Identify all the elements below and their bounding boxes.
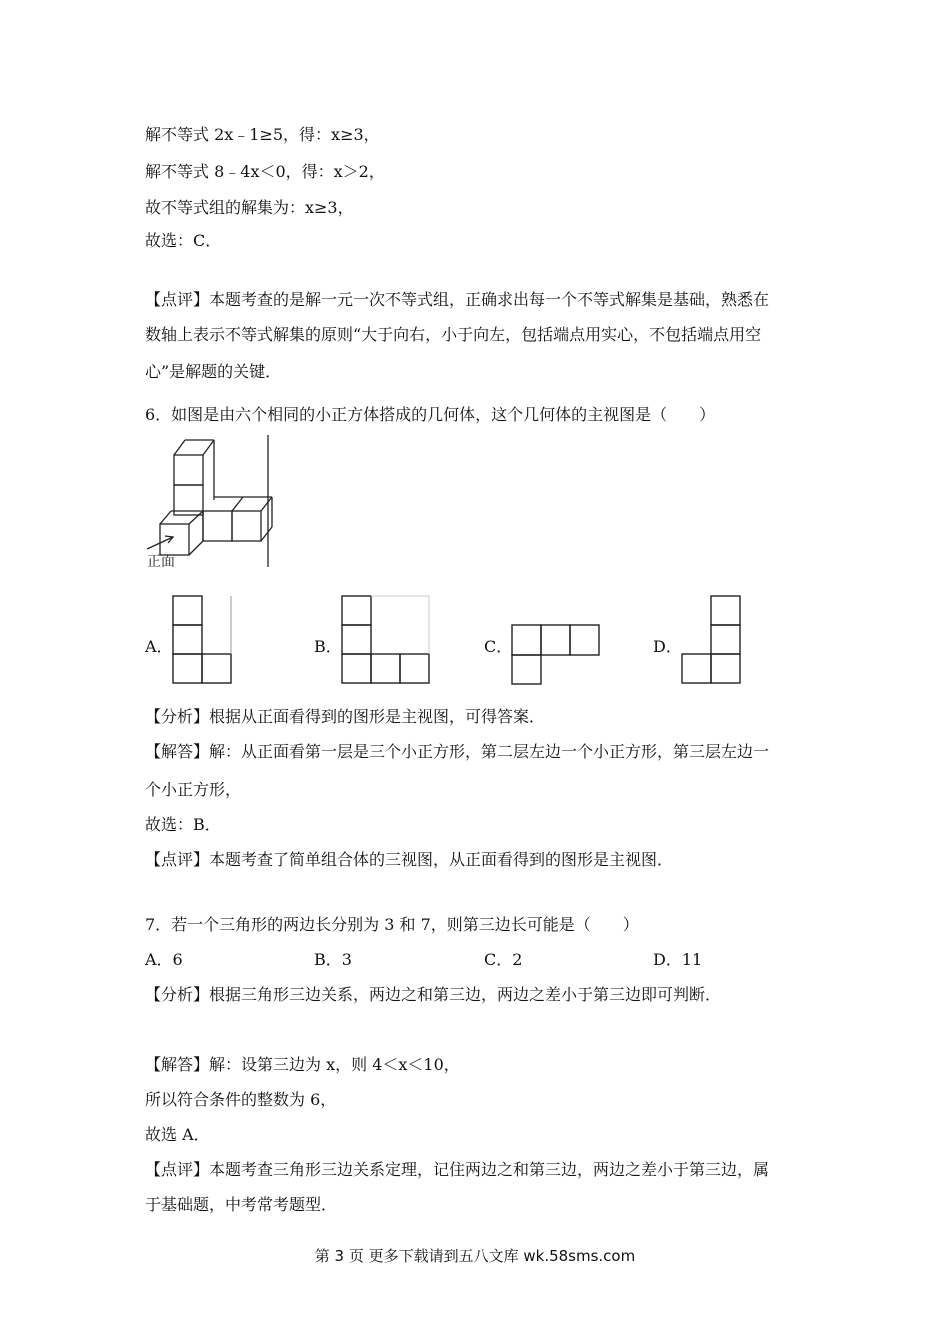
- answer-line: 【解答】解：从正面看第一层是三个小正方形，第二层左边一个小正方形，第三层左边一: [145, 742, 770, 761]
- option-a-view: [170, 595, 240, 687]
- option-d-view: [680, 595, 745, 687]
- option-a: A．6: [145, 950, 183, 969]
- comment-line: 【点评】本题考查了简单组合体的三视图，从正面看得到的图形是主视图．: [145, 850, 674, 869]
- option-b-view: [340, 595, 435, 687]
- option-d-label: D．: [653, 637, 682, 656]
- isometric-cube-figure: [145, 435, 275, 570]
- comment-line: 心”是解题的关键．: [145, 362, 282, 381]
- solution-line: 故不等式组的解集为：x≥3，: [145, 198, 354, 217]
- option-c-label: C．: [484, 637, 513, 656]
- option-a-label: A．: [145, 637, 173, 656]
- answer-line: 所以符合条件的整数为 6，: [145, 1090, 337, 1109]
- page-footer: 第 3 页 更多下载请到五八文库 wk.58sms.com: [314, 1247, 636, 1265]
- solution-line: 解不等式 2x﹣1≥5，得：x≥3，: [145, 125, 380, 144]
- comment-line: 【点评】本题考查三角形三边关系定理，记住两边之和第三边，两边之差小于第三边，属: [145, 1160, 770, 1179]
- comment-line: 数轴上表示不等式解集的原则“大于向右，小于向左，包括端点用实心，不包括端点用空: [145, 325, 762, 344]
- question-7: 7．若一个三角形的两边长分别为 3 和 7，则第三边长可能是（ ）: [145, 915, 639, 934]
- choice-line: 故选：B．: [145, 815, 221, 834]
- option-b-label: B．: [314, 637, 342, 656]
- answer-line: 个小正方形，: [145, 780, 242, 799]
- comment-line: 【点评】本题考查的是解一元一次不等式组，正确求出每一个不等式解集是基础，熟悉在: [145, 290, 770, 309]
- option-c-view: [510, 623, 605, 687]
- figure-label: 正面: [147, 554, 175, 570]
- option-c: C．2: [484, 950, 523, 969]
- choice-line: 故选：C．: [145, 231, 222, 250]
- comment-line: 于基础题，中考常考题型．: [145, 1195, 338, 1214]
- question-6: 6．如图是由六个相同的小正方体搭成的几何体，这个几何体的主视图是（ ）: [145, 405, 716, 424]
- option-d: D．11: [653, 950, 703, 969]
- solution-line: 解不等式 8﹣4x＜0，得：x＞2，: [145, 162, 385, 181]
- analysis-line: 【分析】根据三角形三边关系，两边之和第三边，两边之差小于第三边即可判断．: [145, 985, 722, 1004]
- analysis-line: 【分析】根据从正面看得到的图形是主视图，可得答案．: [145, 707, 546, 726]
- answer-line: 【解答】解：设第三边为 x，则 4＜x＜10，: [145, 1055, 460, 1074]
- option-b: B．3: [314, 950, 352, 969]
- choice-line: 故选 A．: [145, 1125, 210, 1144]
